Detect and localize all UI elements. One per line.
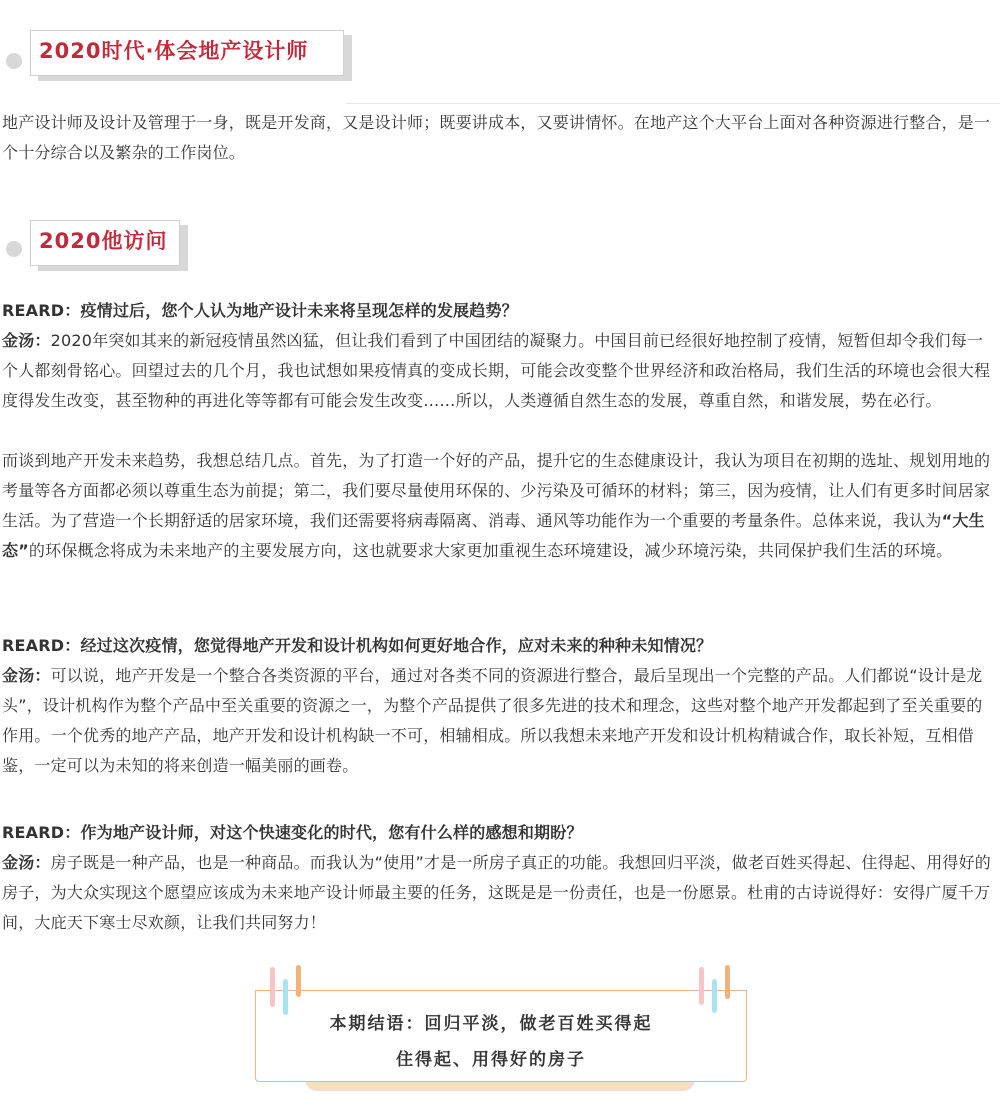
- interview-answer-3: [2, 848, 998, 938]
- question-label: REARD：: [2, 823, 81, 842]
- decorative-pin-icon: [283, 979, 288, 1015]
- question-label: REARD：: [2, 636, 81, 655]
- decorative-pin-icon: [270, 967, 275, 1007]
- answer-text-part1: 而谈到地产开发未来趋势，我想总结几点。首先，为了打造一个好的产品，提升它的生态健康设计，我认为项目在初期的选址、规划用地的考量等各方面都必须以尊重生态为前提；第二，我们要尽量使用环保的、少污染及可循环的材料；第三，因为疫情，让人们有更多时间居家生活。为了营造一个长期舒适的居家环境，我们还需要将病毒隔离、消毒、通风等功能作为一个重要的考量条件。总体来说，我认为: [2, 451, 991, 530]
- question-text: 疫情过后，您个人认为地产设计未来将呈现怎样的发展趋势？: [80, 301, 518, 320]
- answer-text: 可以说，地产开发是一个整合各类资源的平台，通过对各类不同的资源进行整合，最后呈现出一个完整的产品。人们都说“设计是龙头”，设计机构作为整个产品中至关重要的资源之一，为整个产品提供了很多先进的技术和理念，这些对整个地产开发都起到了至关重要的作用。一个优秀的地产产品，地产开发和设计机构缺一不可，相辅相成。所以我想未来地产开发和设计机构精诚合作，取长补短，互相借鉴，一定可以为未知的将来创造一幅美丽的画卷。: [2, 666, 983, 775]
- answer-label: 金汤：: [2, 853, 51, 872]
- closing-line-2: 住得起、用得好的房子: [396, 1050, 586, 1070]
- interview-answer-1-continued: [2, 446, 998, 566]
- section-header-interview: [0, 218, 1000, 278]
- section-title-interview: 2020他访问: [30, 220, 180, 266]
- intro-paragraph: 地产设计师及设计及管理于一身，既是开发商，又是设计师；既要讲成本，又要讲情怀。在地产这个大平台上面对各种资源进行整合，是一个十分综合以及繁杂的工作岗位。: [2, 113, 991, 162]
- interview-answer-1: [2, 326, 998, 416]
- section-divider: [346, 103, 1000, 104]
- decorative-pin-icon: [725, 965, 730, 999]
- interview-question-2: [2, 631, 998, 661]
- decorative-pin-icon: [712, 979, 717, 1013]
- answer-text-part2: 的环保概念将成为未来地产的主要发展方向，这也就要求大家更加重视生态环境建设，减少环境污染，共同保护我们生活的环境。: [28, 541, 953, 560]
- bullet-dot-icon: [6, 53, 22, 69]
- closing-card-frame: [255, 990, 747, 1082]
- interview-question-1: [2, 296, 998, 326]
- bullet-dot-icon: [6, 241, 22, 257]
- decorative-pin-icon: [296, 965, 301, 997]
- closing-line-1: 本期结语：回归平淡，做老百姓买得起: [329, 1014, 653, 1034]
- section-header-era: [0, 30, 1000, 90]
- interview-question-3: [2, 818, 998, 848]
- answer-label: 金汤：: [2, 666, 51, 685]
- answer-text-emphasis: “大生态”: [2, 511, 985, 560]
- question-text: 作为地产设计师，对这个快速变化的时代，您有什么样的感想和期盼？: [80, 823, 583, 842]
- section-title-era: 2020时代·体会地产设计师: [30, 30, 344, 76]
- question-label: REARD：: [2, 301, 81, 320]
- answer-text: 房子既是一种产品，也是一种商品。而我认为“使用”才是一所房子真正的功能。我想回归平淡，做老百姓买得起、住得起、用得好的房子，为大众实现这个愿望应该成为未来地产设计师最主要的任务，这既是是一份责任，也是一份愿景。杜甫的古诗说得好：安得广厦千万间，大庇天下寒士尽欢颜，让我们共同努力！: [2, 853, 991, 932]
- closing-card: [255, 965, 755, 1095]
- answer-label: 金汤：: [2, 331, 51, 350]
- answer-text: 2020年突如其来的新冠疫情虽然凶猛，但让我们看到了中国团结的凝聚力。中国目前已经很好地控制了疫情，短暂但却令我们每一个人都刻骨铭心。回望过去的几个月，我也试想如果疫情真的变成长期，可能会改变整个世界经济和政治格局，我们生活的环境也会很大程度得发生改变，甚至物种的再进化等等都有可能会发生改变……所以，人类遵循自然生态的发展，尊重自然，和谐发展，势在必行。: [2, 331, 991, 410]
- question-text: 经过这次疫情，您觉得地产开发和设计机构如何更好地合作，应对未来的种种未知情况？: [80, 636, 713, 655]
- interview-answer-2: [2, 661, 998, 781]
- decorative-pin-icon: [699, 967, 704, 1005]
